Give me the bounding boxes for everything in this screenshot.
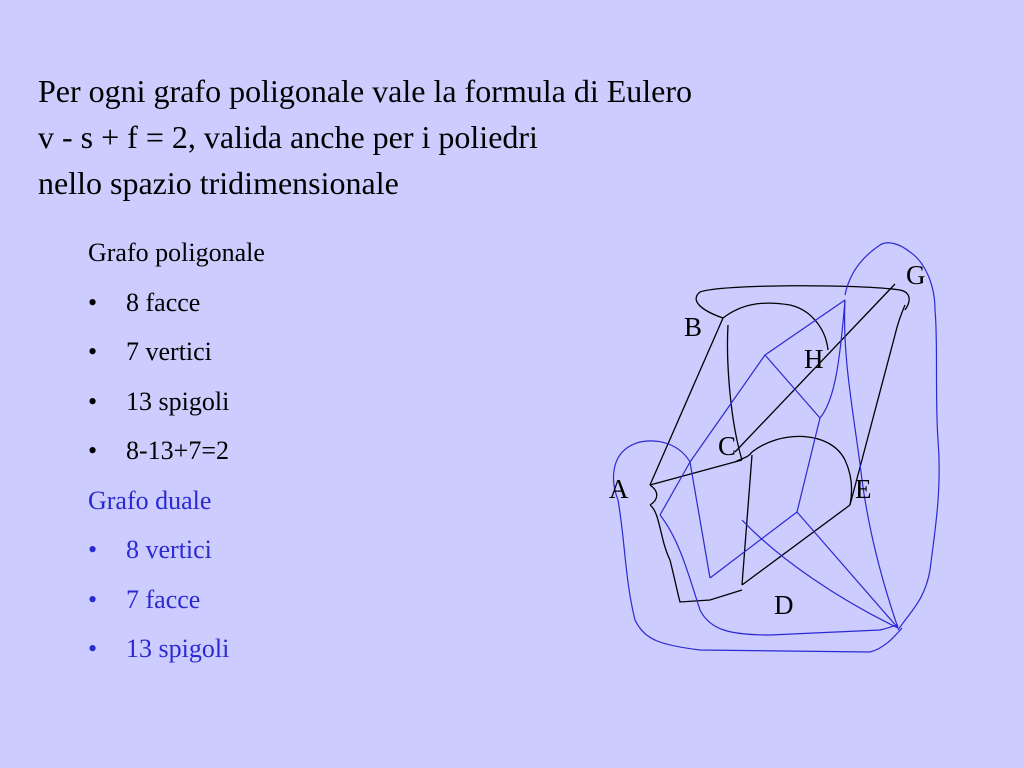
vertex-label-c: C [718, 431, 737, 461]
vertex-label-e: E [855, 474, 872, 504]
title-line-3: nello spazio tridimensionale [38, 165, 399, 201]
bullet-icon: • [88, 584, 98, 614]
primal-item-text: 8 facce [126, 287, 201, 317]
bullet-icon: • [88, 287, 98, 317]
primal-edge [650, 485, 657, 505]
primal-edge [735, 452, 752, 462]
bullet-icon: • [88, 337, 98, 366]
dual-item-text: 8 vertici [126, 535, 212, 564]
bullet-icon: • [88, 634, 98, 663]
primal-edge [742, 455, 752, 585]
primal-edge [650, 460, 742, 485]
vertex-label-d: D [774, 590, 794, 620]
bullet-icon: • [88, 386, 98, 416]
dual-edge [660, 462, 690, 515]
bullet-icon: • [88, 535, 98, 564]
primal-item-text: 13 spigoli [126, 386, 230, 416]
dual-edge [797, 512, 898, 628]
dual-edge [797, 418, 820, 512]
primal-item-text: 7 vertici [126, 337, 212, 366]
dual-item-text: 13 spigoli [126, 634, 230, 663]
bullet-icon: • [88, 436, 98, 465]
primal-heading: Grafo poligonale [88, 238, 265, 267]
vertex-label-h: H [804, 344, 824, 374]
vertex-label-g: G [906, 260, 926, 290]
title-line-1: Per ogni grafo poligonale vale la formula di Eulero [38, 73, 693, 109]
primal-edge [650, 318, 723, 485]
dual-edge [845, 300, 898, 628]
dual-item-text: 7 facce [126, 584, 201, 614]
primal-edge [723, 303, 828, 350]
dual-heading: Grafo duale [88, 485, 212, 515]
dual-edge [845, 243, 939, 630]
primal-item-text: 8-13+7=2 [126, 436, 229, 465]
title-line-2: v - s + f = 2, valida anche per i poliedri [38, 119, 538, 155]
dual-edge [710, 512, 797, 578]
vertex-label-a: A [609, 474, 629, 504]
dual-edge [690, 462, 710, 578]
vertex-label-b: B [684, 312, 703, 342]
primal-edge [742, 505, 850, 585]
